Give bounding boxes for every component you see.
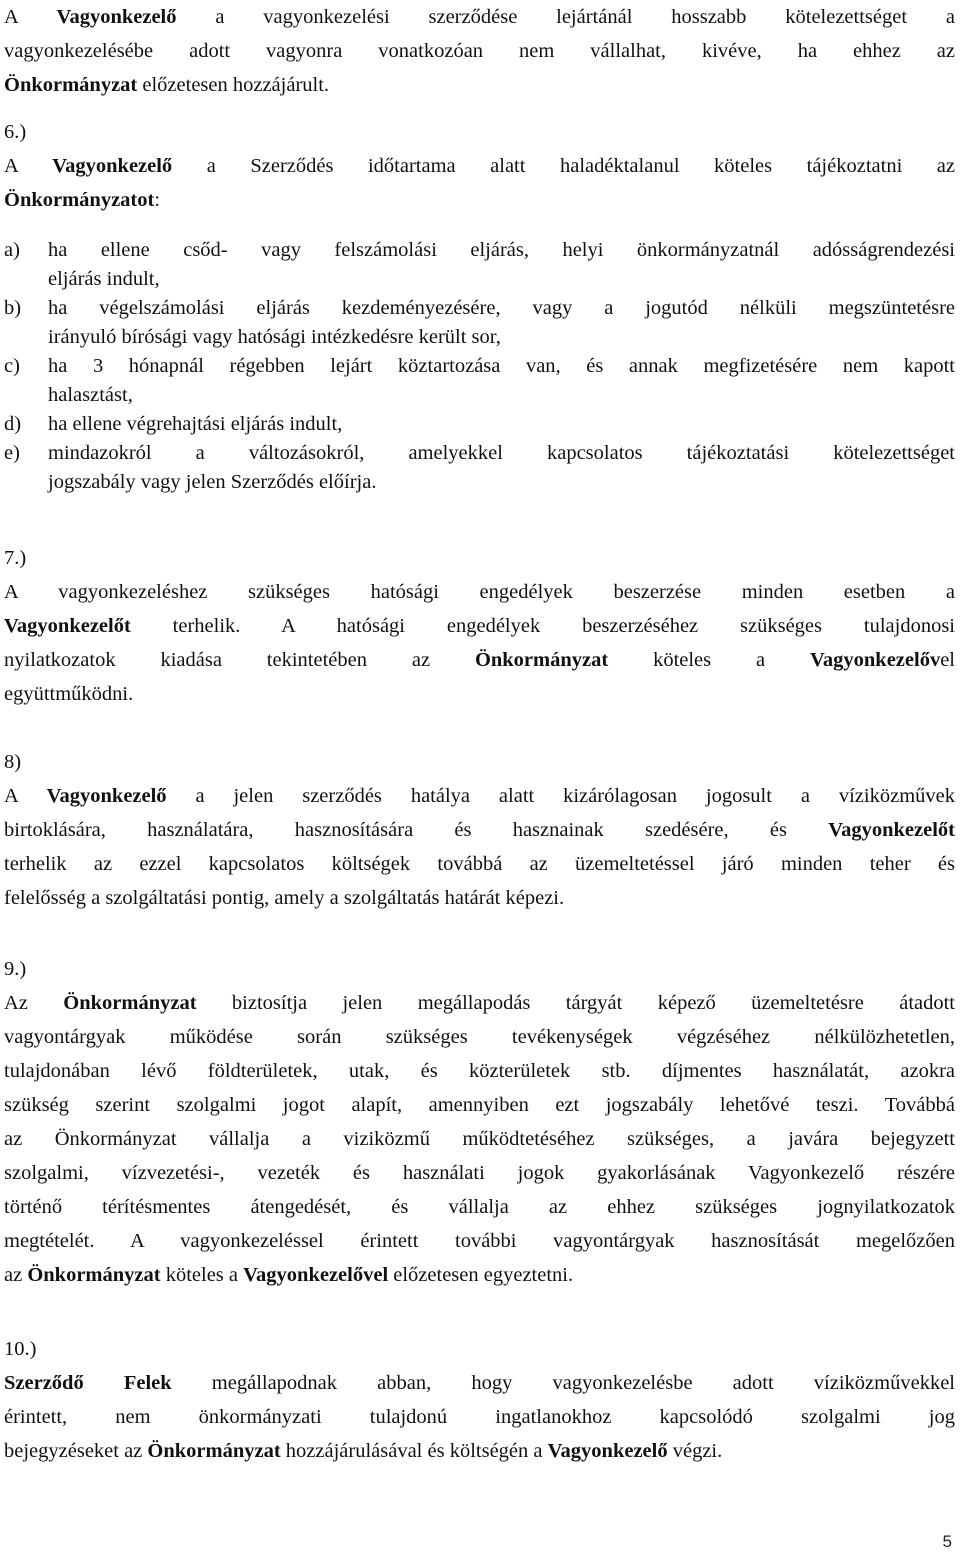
text-line: irányuló bírósági vagy hatósági intézkedésre került sor,: [48, 326, 501, 348]
list-marker: c): [4, 355, 20, 377]
section-10-body: [4, 1366, 955, 1468]
section-8-heading: 8): [4, 751, 22, 773]
text-line: Az Önkormányzat biztosítja jelen megállapodás tárgyát képező üzemeltetésre átadott: [4, 992, 955, 1014]
text-line: történő térítésmentes átengedését, és vállalja az ehhez szükséges jognyilatkozatok: [4, 1196, 955, 1218]
text-line: vagyontárgyak működése során szükséges tevékenységek végzéséhez nélkülözhetetlen,: [4, 1026, 955, 1048]
section-7-body: [4, 575, 955, 711]
text-line: jogszabály vagy jelen Szerződés előírja.: [48, 471, 377, 493]
list-item-text: [48, 294, 955, 352]
text-line: Szerződő Felek megállapodnak abban, hogy vagyonkezelésbe adott víziközművekkel: [4, 1372, 955, 1394]
text-line: szükség szerint szolgalmi jogot alapít, amennyiben ezt jogszabály lehetővé teszi. Továbbá: [4, 1094, 955, 1116]
text-line: A Vagyonkezelő a jelen szerződés hatálya alatt kizárólagosan jogosult a víziközművek: [4, 785, 955, 807]
text-line: megtételét. A vagyonkezeléssel érintett további vagyontárgyak hasznosítását megelőzően: [4, 1230, 955, 1252]
list-item: [4, 236, 955, 294]
list-item: [4, 439, 955, 497]
text-line: Önkormányzat előzetesen hozzájárult.: [4, 74, 330, 96]
list-item: [4, 352, 955, 410]
text-line: szolgalmi, vízvezetési-, vezeték és használati jogok gyakorlásának Vagyonkezelő részére: [4, 1162, 955, 1184]
text-line: nyilatkozatok kiadása tekintetében az Önkormányzat köteles a Vagyonkezelővel: [4, 649, 955, 671]
text-line: eljárás indult,: [48, 268, 160, 290]
text-line: A Vagyonkezelő a vagyonkezelési szerződése lejártánál hosszabb kötelezettséget a: [4, 6, 955, 28]
text-line: mindazokról a változásokról, amelyekkel kapcsolatos tájékoztatási kötelezettséget: [48, 442, 955, 464]
list-marker: a): [4, 239, 20, 261]
section-8: [4, 745, 955, 915]
text-line: bejegyzéseket az Önkormányzat hozzájárulásával és költségén a Vagyonkezelő végzi.: [4, 1440, 723, 1462]
text-line: ha ellene csőd- vagy felszámolási eljárás, helyi önkormányzatnál adósságrendezési: [48, 239, 955, 261]
text-line: vagyonkezelésébe adott vagyonra vonatkozóan nem vállalhat, kivéve, ha ehhez az: [4, 40, 955, 62]
text-line: terhelik az ezzel kapcsolatos költségek továbbá az üzemeltetéssel járó minden teher és: [4, 853, 955, 875]
section-10-heading: 10.): [4, 1338, 37, 1360]
text-line: tulajdonában lévő földterületek, utak, és közterületek stb. díjmentes használatát, azokra: [4, 1060, 955, 1082]
list-item: [4, 294, 955, 352]
section-9: [4, 952, 955, 1292]
text-line: halasztást,: [48, 384, 133, 406]
section-10: [4, 1332, 955, 1468]
list-item: [4, 410, 955, 439]
text-line: érintett, nem önkormányzati tulajdonú ingatlanokhoz kapcsolódó szolgalmi jog: [4, 1406, 955, 1428]
section-8-body: [4, 779, 955, 915]
text-line: együttműködni.: [4, 683, 134, 705]
text-line: az Önkormányzat vállalja a viziközmű működtetéséhez szükséges, a javára bejegyzett: [4, 1128, 955, 1150]
text-line: ha végelszámolási eljárás kezdeményezésére, vagy a jogutód nélküli megszüntetésre: [48, 297, 955, 319]
text-line: felelősség a szolgáltatási pontig, amely a szolgáltatás határát képezi.: [4, 887, 565, 909]
list-marker: b): [4, 297, 22, 319]
section-9-body: [4, 986, 955, 1292]
list-item-text: [48, 352, 955, 410]
section-6: [4, 115, 955, 217]
text-line: Önkormányzatot:: [4, 189, 161, 211]
list-item-text: [48, 410, 955, 439]
text-line: ha ellene végrehajtási eljárás indult,: [48, 413, 343, 435]
text-line: A Vagyonkezelő a Szerződés időtartama alatt haladéktalanul köteles tájékoztatni az: [4, 155, 955, 177]
list-marker: d): [4, 413, 22, 435]
section-6-list: [4, 236, 955, 497]
section-7-heading: 7.): [4, 547, 27, 569]
text-line: az Önkormányzat köteles a Vagyonkezelővel előzetesen egyeztetni.: [4, 1264, 574, 1286]
section-9-heading: 9.): [4, 958, 27, 980]
top-paragraph: [4, 0, 955, 102]
list-item-text: [48, 236, 955, 294]
text-line: ha 3 hónapnál régebben lejárt köztartozása van, és annak megfizetésére nem kapott: [48, 355, 955, 377]
list-item-text: [48, 439, 955, 497]
list-marker: e): [4, 442, 20, 464]
section-6-heading: 6.): [4, 121, 27, 143]
section-7: [4, 541, 955, 711]
page-number: 5: [942, 1532, 952, 1551]
text-line: Vagyonkezelőt terhelik. A hatósági engedélyek beszerzéséhez szükséges tulajdonosi: [4, 615, 955, 637]
text-line: A vagyonkezeléshez szükséges hatósági engedélyek beszerzése minden esetben a: [4, 581, 955, 603]
text-line: birtoklására, használatára, hasznosítására és hasznainak szedésére, és Vagyonkezelőt: [4, 819, 955, 841]
section-6-intro: [4, 149, 955, 217]
